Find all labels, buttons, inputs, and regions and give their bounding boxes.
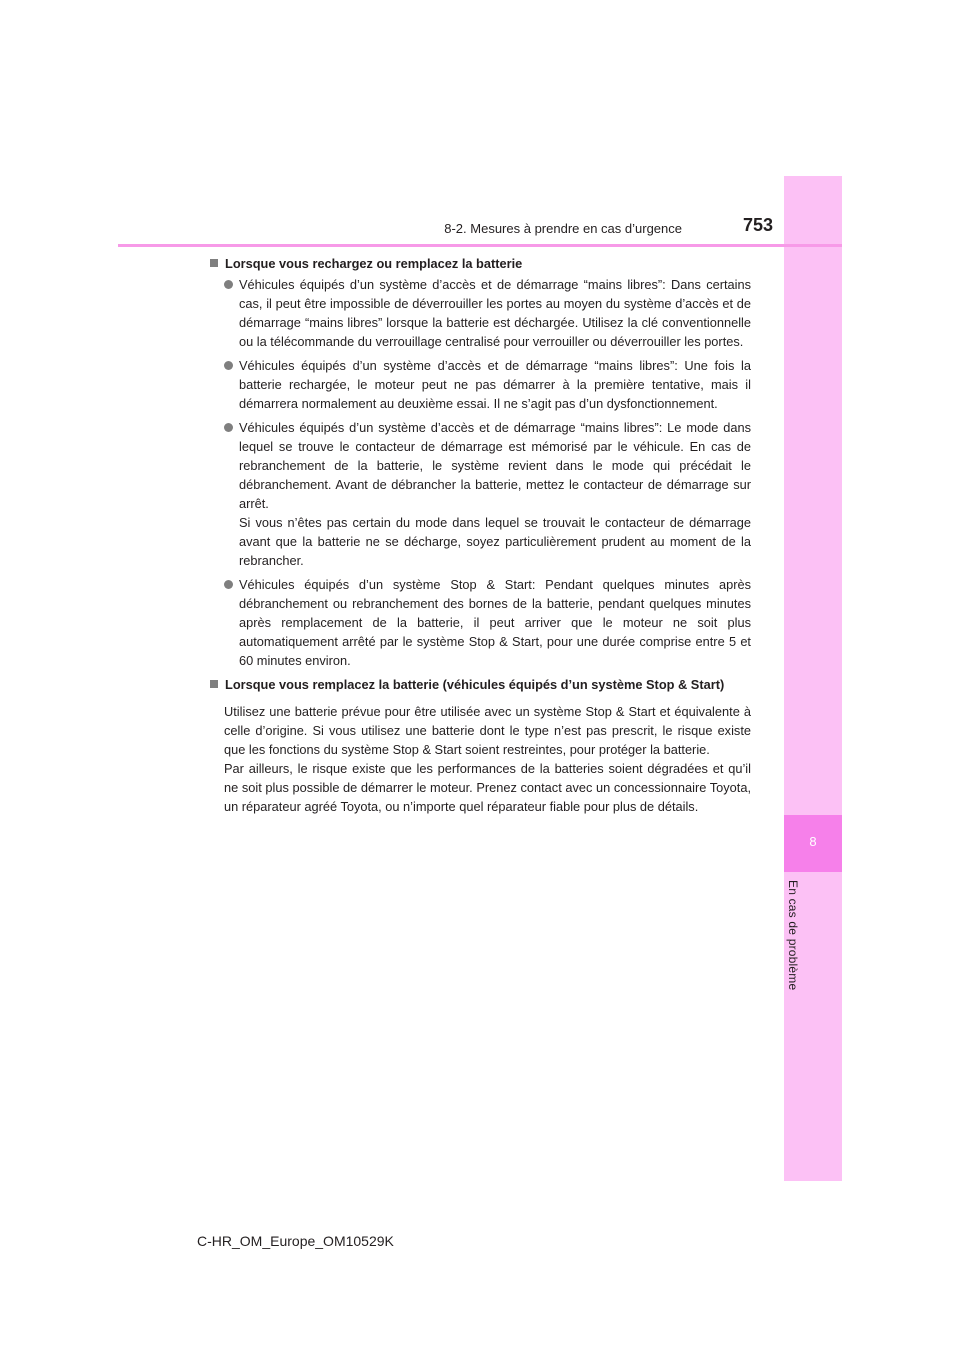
page-number: 753 — [743, 215, 774, 235]
section-heading — [209, 675, 751, 694]
list-item-text: Véhicules équipés d’un système d’accès et de démarrage “mains libres”: Le mode dans lequel se trouve le contacteur de démarrage est mémorisé par le véhicule. En cas de rebranchement de la batterie, le système revient dans le mode qui précédait le débranchement. Avant de débrancher la batterie, mettez le contacteur de démarrage sur arrêt. — [239, 420, 751, 511]
list-item-text: Véhicules équipés d’un système d’accès et de démarrage “mains libres”: Dans certains cas, il peut être impossible de déverrouiller les portes au moyen du système d’accès et de démarrage “mains libres” lorsque la batterie est déchargée. Utilisez la clé conventionnelle ou la télécommande du verrouillage centralisé pour verrouiller ou déverrouiller les portes. — [239, 277, 751, 349]
list-item — [209, 275, 751, 351]
list-item — [209, 356, 751, 413]
circle-bullet-icon — [224, 280, 233, 289]
paragraph: Utilisez une batterie prévue pour être utilisée avec un système Stop & Start et équivalente à celle d’origine. Si vous utilisez une batterie dont le type n’est pas prescrit, le risque existe que les fonctions du système Stop & Start soient restreintes, pour protéger la batterie. — [224, 704, 751, 757]
header-divider — [118, 244, 842, 247]
paragraph: Par ailleurs, le risque existe que les performances de la batteries soient dégradées et qu’il ne soit plus possible de démarrer le moteur. Prenez contact avec un concessionnaire Toyota, un réparateur agréé Toyota, ou n’importe quel réparateur fiable pour plus de détails. — [224, 761, 751, 814]
circle-bullet-icon — [224, 361, 233, 370]
circle-bullet-icon — [224, 423, 233, 432]
paragraph-block — [209, 702, 751, 816]
section-heading-text: Lorsque vous rechargez ou remplacez la batterie — [225, 256, 523, 271]
section-heading-text: Lorsque vous remplacez la batterie (véhicules équipés d’un système Stop & Start) — [225, 677, 725, 692]
list-item-text: Véhicules équipés d’un système Stop & Start: Pendant quelques minutes après débranchement ou rebranchement des bornes de la batterie, pendant quelques minutes après remplacement de la batterie, il peut arriver que le moteur ne soit plus automatiquement arrêté par le système Stop & Start, pour une durée comprise entre 5 et 60 minutes environ. — [239, 577, 751, 668]
side-tab — [784, 176, 842, 1181]
chapter-title: En cas de problème — [786, 880, 800, 991]
circle-bullet-icon — [224, 580, 233, 589]
chapter-number: 8 — [809, 834, 817, 849]
list-item-text-extra: Si vous n’êtes pas certain du mode dans lequel se trouvait le contacteur de démarrage avant que la batterie ne se décharge, soyez particulièrement prudent au moment de la rebrancher. — [239, 515, 751, 568]
square-bullet-icon — [210, 680, 218, 688]
list-item — [209, 575, 751, 670]
section-heading — [209, 254, 751, 273]
square-bullet-icon — [210, 259, 218, 267]
document-code: C-HR_OM_Europe_OM10529K — [197, 1233, 394, 1249]
list-item-text: Véhicules équipés d’un système d’accès et de démarrage “mains libres”: Une fois la batterie rechargée, le moteur peut ne pas démarrer à la première tentative, mais il démarrera normalement au deuxième essai. Il ne s’agit pas d’un dysfonctionnement. — [239, 358, 751, 411]
list-item — [209, 418, 751, 570]
section-title: 8-2. Mesures à prendre en cas d’urgence — [444, 221, 682, 236]
main-content — [209, 254, 751, 816]
